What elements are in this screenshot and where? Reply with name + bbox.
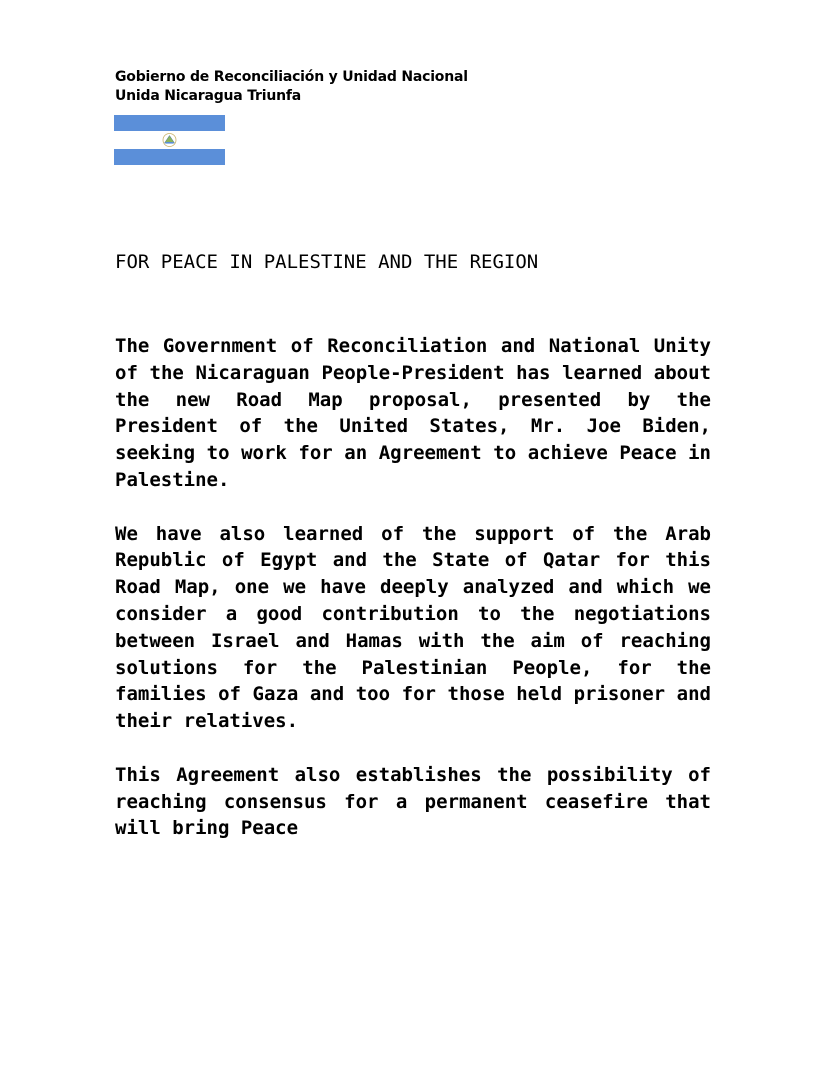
letterhead-government-name: Gobierno de Reconciliación y Unidad Nacional bbox=[115, 69, 468, 85]
document-title: FOR PEACE IN PALESTINE AND THE REGION bbox=[115, 251, 539, 273]
flag-top-stripe bbox=[114, 115, 225, 131]
nicaragua-flag-icon bbox=[114, 115, 225, 165]
flag-bottom-stripe bbox=[114, 149, 225, 165]
paragraph-support: We have also learned of the support of the Arab Republic of Egypt and the State of Qatar for this Road Map, one we have deeply analyzed and which we consider a good contribution to the negotiations between Israel and Hamas with the aim of reaching solutions for the Palestinian People, for the families of Gaza and too for those held prisoner and their relatives. bbox=[115, 522, 711, 733]
paragraph-ceasefire: This Agreement also establishes the possibility of reaching consensus for a permanent ceasefire that will bring Peace bbox=[115, 763, 711, 840]
document-body bbox=[115, 333, 711, 869]
letterhead bbox=[115, 68, 468, 106]
letterhead-slogan: Unida Nicaragua Triunfa bbox=[115, 88, 301, 104]
paragraph-road-map: The Government of Reconciliation and National Unity of the Nicaraguan People-President has learned about the new Road Map proposal, presented by the President of the United States, Mr. Joe Biden, seeking to work for an Agreement to achieve Peace in Palestine. bbox=[115, 335, 711, 491]
